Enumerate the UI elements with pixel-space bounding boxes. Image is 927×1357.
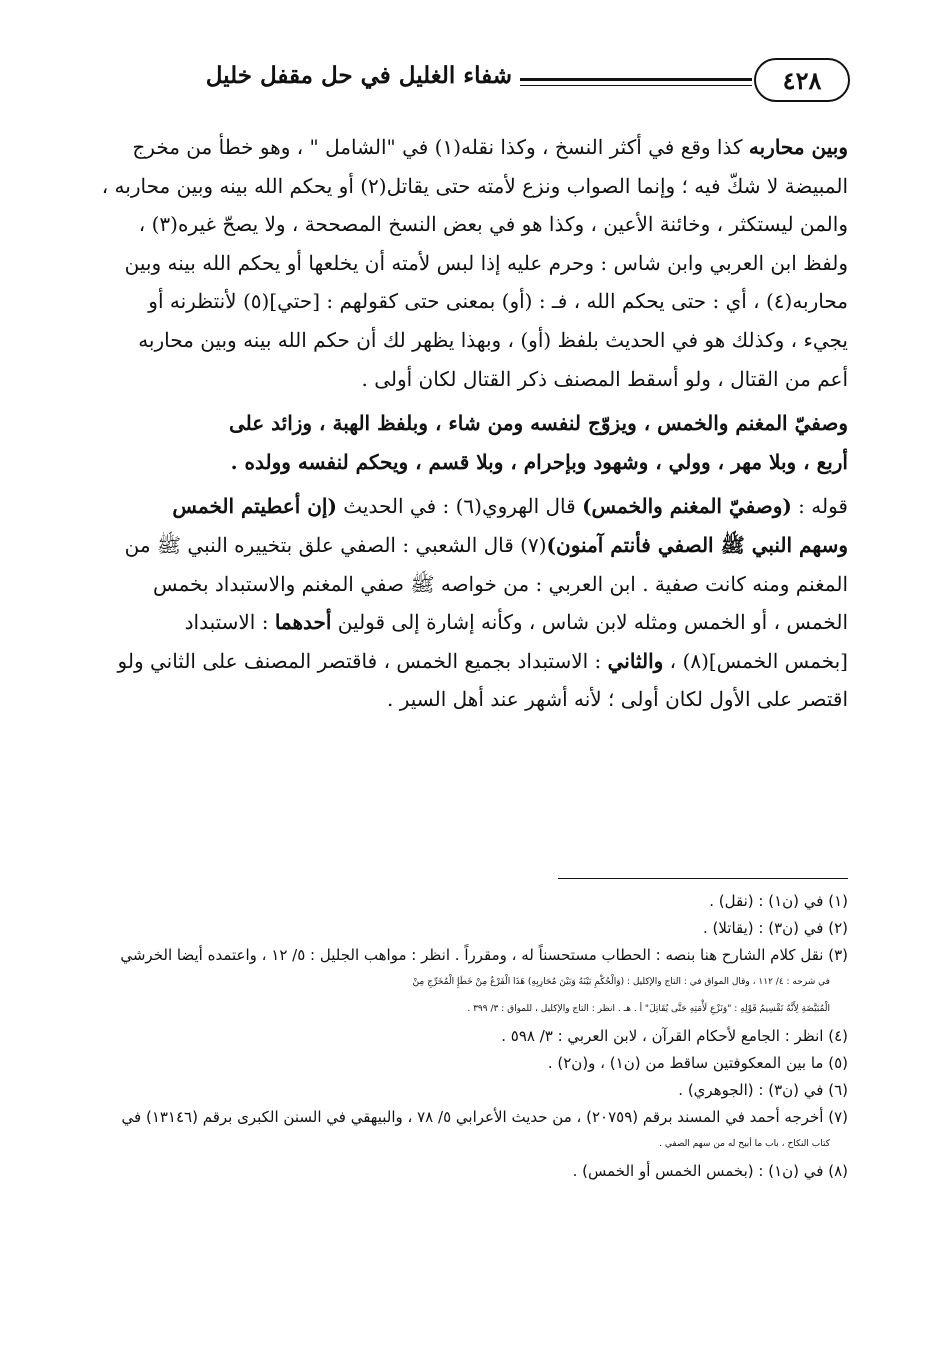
text-line: يجيء ، وكذلك هو في الحديث بلفظ (أو) ، وبهذا يظهر لك أن حكم الله بينه وبين محاربه: [138, 327, 848, 352]
footnotes: [88, 888, 848, 1185]
text-line: والمن ليستكثر ، وخائنة الأعين ، وكذا هو في بعض النسخ المصححة ، ولا يصحّ غيره(٣) ،: [138, 212, 848, 237]
matn-line: وصفيّ المغنم والخمس ، ويزوّج لنفسه ومن شاء ، وبلفظ الهبة ، وزائد على: [228, 411, 848, 436]
footnote: (٥) ما بين المعكوفتين ساقط من (ن١) ، و(ن٢) .: [547, 1054, 848, 1072]
text-line: المغنم ومنه كانت صفية . ابن العربي : من خواصه ﷺ صفي المغنم والاستبداد بخمس: [152, 571, 848, 596]
footnote-separator: [558, 878, 848, 879]
matn-phrase: (وصفيّ المغنم والخمس): [582, 494, 792, 519]
matn-phrase: وبين محاربه: [748, 135, 848, 159]
running-title: شفاء الغليل في حل مقفل خليل: [205, 62, 512, 89]
matn-line: أربع ، وبلا مهر ، وولي ، وشهود وبإحرام ، وبلا قسم ، ويحكم لنفسه وولده .: [230, 449, 848, 474]
text-line: وبين محاربه كذا وقع في أكثر النسخ ، وكذا نقله(١) في "الشامل " ، وهو خطأ من مخرج: [132, 135, 848, 159]
main-text: [88, 128, 848, 719]
text-line: أعم من القتال ، ولو أسقط المصنف ذكر القتال لكان أولى .: [361, 366, 848, 391]
footnote-continuation: كتاب النكاح ، باب ما أبيح له من سهم الصفي .: [659, 1139, 830, 1149]
text-line: محاربه(٤) ، أي : حتى يحكم الله ، فـ : (أو) بمعنى حتى كقولهم : [حتي](٥) لأنتظرنه أو: [148, 289, 848, 314]
header-rule: [520, 78, 752, 81]
footnote-continuation: في شرحه : ٤/ ١١٢ ، وقال المواق في : التاج والإكليل : (وَالْحُكْمِ بَيْنَهُ وَبَيْنَ مُحَارِبِهِ) هَذَا الْفَرْعُ مِنْ خَطَإِ الْمُخَرِّجِ مِنْ: [412, 977, 830, 987]
footnote: (٦) في (ن٣) : (الجوهري) .: [678, 1081, 848, 1099]
page-header: [80, 58, 850, 104]
hadith-text: (إن أعطيتم الخمس: [172, 494, 337, 519]
header-rule-thin: [520, 85, 752, 86]
text-line: [بخمس الخمس](٨) ، والثاني : الاستبداد بجميع الخمس ، فاقتصر المصنف على الثاني ولو: [117, 648, 848, 673]
text-line: المبيضة لا شكّ فيه ؛ وإنما الصواب ونزع لأمته حتى يقاتل(٢) أو يحكم الله بينه وبين محاربه ،: [101, 173, 848, 198]
hadith-text: وسهم النبي ﷺ الصفي فأنتم آمنون): [546, 532, 848, 557]
footnote: (٢) في (ن٣) : (يقاتلا) .: [702, 919, 848, 937]
page-number: ٤٢٨: [754, 58, 850, 102]
footnote: (٣) نقل كلام الشارح هنا بنصه : الحطاب مستحسناً له ، ومقرراً . انظر : مواهب الجليل : ٥/ ١٢ ، واعتمده أيضا الخرشي: [120, 946, 848, 964]
footnote: (١) في (ن١) : (نقل) .: [709, 892, 848, 910]
text-line: ولفظ ابن العربي وابن شاس : وحرم عليه إذا لبس لأمته أن يخلعها أو يحكم الله بينه وبين: [124, 250, 848, 275]
footnote: (٧) أخرجه أحمد في المسند برقم (٢٠٧٥٩) ، من حديث الأعرابي ٥/ ٧٨ ، والبيهقي في السنن الكبرى برقم (١٣١٤٦) في: [121, 1108, 848, 1126]
text-line: قوله : (وصفيّ المغنم والخمس) قال الهروي(٦) : في الحديث (إن أعطيتم الخمس: [172, 494, 848, 519]
footnote: (٤) انظر : الجامع لأحكام القرآن ، لابن العربي : ٣/ ٥٩٨ .: [501, 1027, 848, 1045]
footnote-continuation: الْمُبَيَّضَةِ لِأَنَّهُ تَقْسِيمُ قَوْلِهِ : "وَنَزْعِ لَأْمَتِهِ حَتَّى يُقَاتِلَ" أ . هـ . انظر : التاج والإكليل ، للمواق : ٣/ ٣٩٩ .: [467, 1004, 830, 1014]
text-line: اقتصر على الأول لكان أولى ؛ لأنه أشهر عند أهل السير .: [387, 687, 848, 712]
text-line: وسهم النبي ﷺ الصفي فأنتم آمنون)(٧) قال الشعبي : الصفي علق بتخييره النبي ﷺ من: [124, 532, 848, 557]
footnote: (٨) في (ن١) : (بخمس الخمس أو الخمس) .: [572, 1162, 848, 1180]
text-line: الخمس ، أو الخمس ومثله لابن شاس ، وكأنه إشارة إلى قولين أحدهما : الاستبداد: [184, 610, 848, 635]
